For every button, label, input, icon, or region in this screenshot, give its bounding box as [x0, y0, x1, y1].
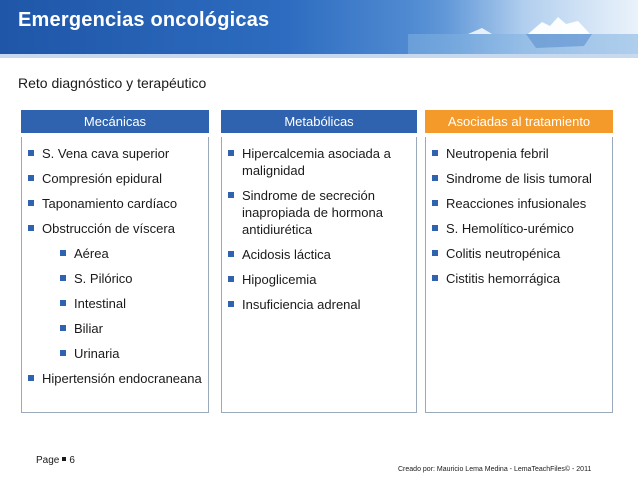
list-item	[426, 270, 612, 287]
page-indicator	[36, 455, 75, 466]
square-bullet-icon	[228, 150, 234, 156]
list-item	[22, 370, 208, 387]
slide-title: Emergencias oncológicas	[18, 9, 270, 31]
credit-text: Creado por: Mauricio Lema Medina - LemaTeachFiles© - 2011	[398, 466, 592, 473]
square-bullet-icon	[60, 350, 66, 356]
iceberg-banner-image	[408, 0, 638, 54]
square-bullet-icon	[432, 225, 438, 231]
column-header: Metabólicas	[221, 110, 417, 133]
column-body	[21, 137, 209, 413]
square-bullet-icon	[228, 276, 234, 282]
square-bullet-icon	[28, 150, 34, 156]
list-item-text: Urinaria	[74, 346, 120, 361]
square-bullet-icon	[432, 150, 438, 156]
list-item	[222, 296, 416, 313]
list-item-text: Taponamiento cardíaco	[42, 196, 178, 211]
list-item-text: Reacciones infusionales	[446, 196, 587, 211]
list-item	[222, 187, 416, 238]
list-item-text: Neutropenia febril	[446, 146, 549, 161]
list-item-text: Hipertensión endocraneana	[42, 371, 202, 386]
list-item	[222, 145, 416, 179]
square-bullet-icon	[28, 375, 34, 381]
square-bullet-icon	[60, 275, 66, 281]
bullet-list	[222, 137, 416, 313]
page-label: Page	[36, 455, 60, 466]
list-item-text: Obstrucción de víscera	[42, 221, 175, 236]
list-item-text: Colitis neutropénica	[446, 246, 561, 261]
square-bullet-icon	[432, 175, 438, 181]
square-bullet-icon	[228, 301, 234, 307]
list-item-text: Hipercalcemia asociada a malignidad	[242, 146, 391, 178]
square-bullet-icon	[228, 192, 234, 198]
square-bullet-icon	[60, 250, 66, 256]
square-bullet-icon	[28, 225, 34, 231]
column-header: Asociadas al tratamiento	[425, 110, 613, 133]
banner-divider	[0, 54, 638, 58]
column-header: Mecánicas	[21, 110, 209, 133]
list-item	[22, 170, 208, 187]
list-item-text: S. Hemolítico-urémico	[446, 221, 574, 236]
list-item-text: Hipoglicemia	[242, 272, 317, 287]
square-separator-icon	[62, 457, 66, 461]
list-item-text: Intestinal	[74, 296, 127, 311]
square-bullet-icon	[432, 250, 438, 256]
list-item-text: Insuficiencia adrenal	[242, 297, 361, 312]
sub-list-item	[54, 295, 208, 312]
square-bullet-icon	[432, 275, 438, 281]
column-mecanicas	[21, 110, 209, 413]
list-item	[22, 145, 208, 162]
slide-subtitle: Reto diagnóstico y terapéutico	[18, 75, 207, 91]
list-item	[22, 195, 208, 212]
sub-list-item	[54, 320, 208, 337]
list-item	[426, 170, 612, 187]
list-item-text: Sindrome de secreción inapropiada de hormona antidiurética	[242, 188, 383, 237]
square-bullet-icon	[432, 200, 438, 206]
page-number: 6	[69, 455, 75, 466]
square-bullet-icon	[228, 251, 234, 257]
list-item-text: Cistitis hemorrágica	[446, 271, 561, 286]
list-item-text: Sindrome de lisis tumoral	[446, 171, 592, 186]
sub-list-item	[54, 270, 208, 287]
bullet-list	[22, 137, 208, 387]
list-item-text: Acidosis láctica	[242, 247, 331, 262]
list-item-text: Aérea	[74, 246, 109, 261]
square-bullet-icon	[28, 175, 34, 181]
list-item	[426, 145, 612, 162]
list-item-text: S. Vena cava superior	[42, 146, 170, 161]
column-body	[221, 137, 417, 413]
square-bullet-icon	[28, 200, 34, 206]
list-item	[22, 220, 208, 237]
list-item	[426, 195, 612, 212]
column-body	[425, 137, 613, 413]
column-asociadas-tratamiento	[425, 110, 613, 413]
title-banner	[0, 0, 638, 54]
square-bullet-icon	[60, 325, 66, 331]
list-item	[426, 220, 612, 237]
list-item-text: Compresión epidural	[42, 171, 162, 186]
list-item-text: S. Pilórico	[74, 271, 133, 286]
bullet-list	[426, 137, 612, 287]
sub-list-item	[54, 345, 208, 362]
list-item-text: Biliar	[74, 321, 103, 336]
list-item	[426, 245, 612, 262]
sub-list-item	[54, 245, 208, 262]
square-bullet-icon	[60, 300, 66, 306]
column-metabolicas	[221, 110, 417, 413]
list-item	[222, 246, 416, 263]
list-item	[222, 271, 416, 288]
